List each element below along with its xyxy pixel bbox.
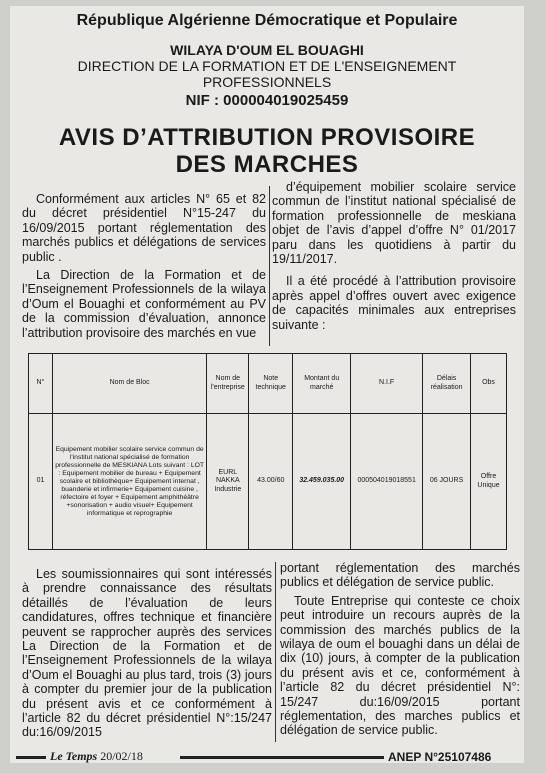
wilaya-heading: WILAYA D'OUM EL BOUAGHI	[170, 42, 364, 58]
table-header-row	[29, 354, 507, 414]
republic-heading: République Algérienne Démocratique et Populaire	[76, 12, 458, 29]
paragraph: Toute Entreprise qui conteste ce choix peut introduire un recours auprès de la commission des marchés publics de la wilaya de oum el bouaghi dans un délai de dix (10) jours, à compter de la publication du présent avis et ce, conformément à l’article 82 du décret présidentiel N°: 15/247 du:16/09/2015 portant réglementation, des marches publics et délégation de service public.	[280, 593, 520, 738]
cell-montant: 32.459.035.00	[293, 414, 351, 550]
footer-rule	[16, 756, 46, 759]
table-header: Obs	[471, 354, 507, 414]
cell-note: 43.00/60	[249, 414, 293, 550]
newspaper-credit	[50, 749, 143, 764]
body-column-2	[272, 180, 516, 336]
body-column-3	[22, 567, 272, 744]
attribution-table	[28, 353, 507, 550]
cell-nif: 000504019018551	[351, 414, 423, 550]
paragraph: La Direction de la Formation et de l’Enseignement Professionnels de la wilaya d’Oum el Bouaghi et conformément au PV de la commission d’évaluation, annonce l’attribution provisoire des marchés en vue	[22, 268, 266, 340]
paragraph: portant réglementation des marchés publics et délégation de service public.	[280, 561, 520, 590]
table-header: Nom de Bloc	[52, 354, 206, 414]
footer-rule	[180, 756, 384, 759]
table-header: N°	[29, 354, 53, 414]
paragraph: Il a été procédé à l’attribution provisoire après appel d’offres ouvert avec exigence de capacités minimales aux entreprises suivante :	[272, 274, 516, 332]
cell-delais: 06 JOURS	[423, 414, 471, 550]
newspaper-name: Le Temps	[50, 749, 98, 763]
paragraph: d’équipement mobilier scolaire service commun de l’institut national spécialisé de formation professionnelle de meskiana objet de l’avis d’appel d’offre N° 01/2017 paru dans les quotidiens à partir du 19/11/2017.	[272, 180, 516, 267]
anep-number: ANEP N°25107486	[388, 750, 492, 764]
column-divider	[269, 186, 270, 346]
body-column-1	[22, 192, 266, 344]
table-header: Montant du marché	[293, 354, 351, 414]
cell-entreprise: EURL NAKKA Industrie	[207, 414, 249, 550]
table-header: N.I.F	[351, 354, 423, 414]
newspaper-notice	[10, 6, 524, 763]
publication-date: 20/02/18	[100, 749, 143, 763]
direction-heading: DIRECTION DE LA FORMATION ET DE L'ENSEIGNEMENT PROFESSIONNELS	[77, 58, 457, 90]
cell-obs: Offre Unique	[471, 414, 507, 550]
body-column-4	[280, 561, 520, 742]
table-row	[29, 414, 507, 550]
notice-title: AVIS D’ATTRIBUTION PROVISOIRE DES MARCHES	[58, 124, 476, 178]
cell-bloc: Equipement mobilier scolaire service commun de l'institut national spécialisé de formation professionnelle de MESKIANA Lots suivant : LOT : Equipement mobilier de bureau + Equipement scolaire et bibliothèque+ Equipement internat , buanderie et infirmerie+ Equipement cuisine , réfectoire et foyer + Equipement amphithéâtre +sonorisation + audio visuel+ Equipement informatique et reprographie	[52, 414, 206, 550]
table-header: Délais réalisation	[423, 354, 471, 414]
cell-num: 01	[29, 414, 53, 550]
paragraph: Les soumissionnaires qui sont intéressés à prendre connaissance des résultats détaillés de l’évaluation de leurs candidatures, offres technique et financière peuvent se rapprocher auprès des services La Direction de la Formation et de l’Enseignement Professionnels de la wilaya d’Oum el Bouaghi au plus tard, trois (3) jours à compter du premier jour de la publication du présent avis et ce conformément à l’article 82 du décret présidentiel N°:15/247 du:16/09/2015	[22, 567, 272, 740]
paragraph: Conformément aux articles N° 65 et 82 du décret présidentiel N°15-247 du 16/09/2015 portant réglementation des marchés publics et délégations de services public .	[22, 192, 266, 264]
column-divider	[275, 562, 276, 742]
table-header: Note technique	[249, 354, 293, 414]
nif-heading: NIF : 000004019025459	[185, 92, 349, 109]
table-header: Nom de l'entreprise	[207, 354, 249, 414]
